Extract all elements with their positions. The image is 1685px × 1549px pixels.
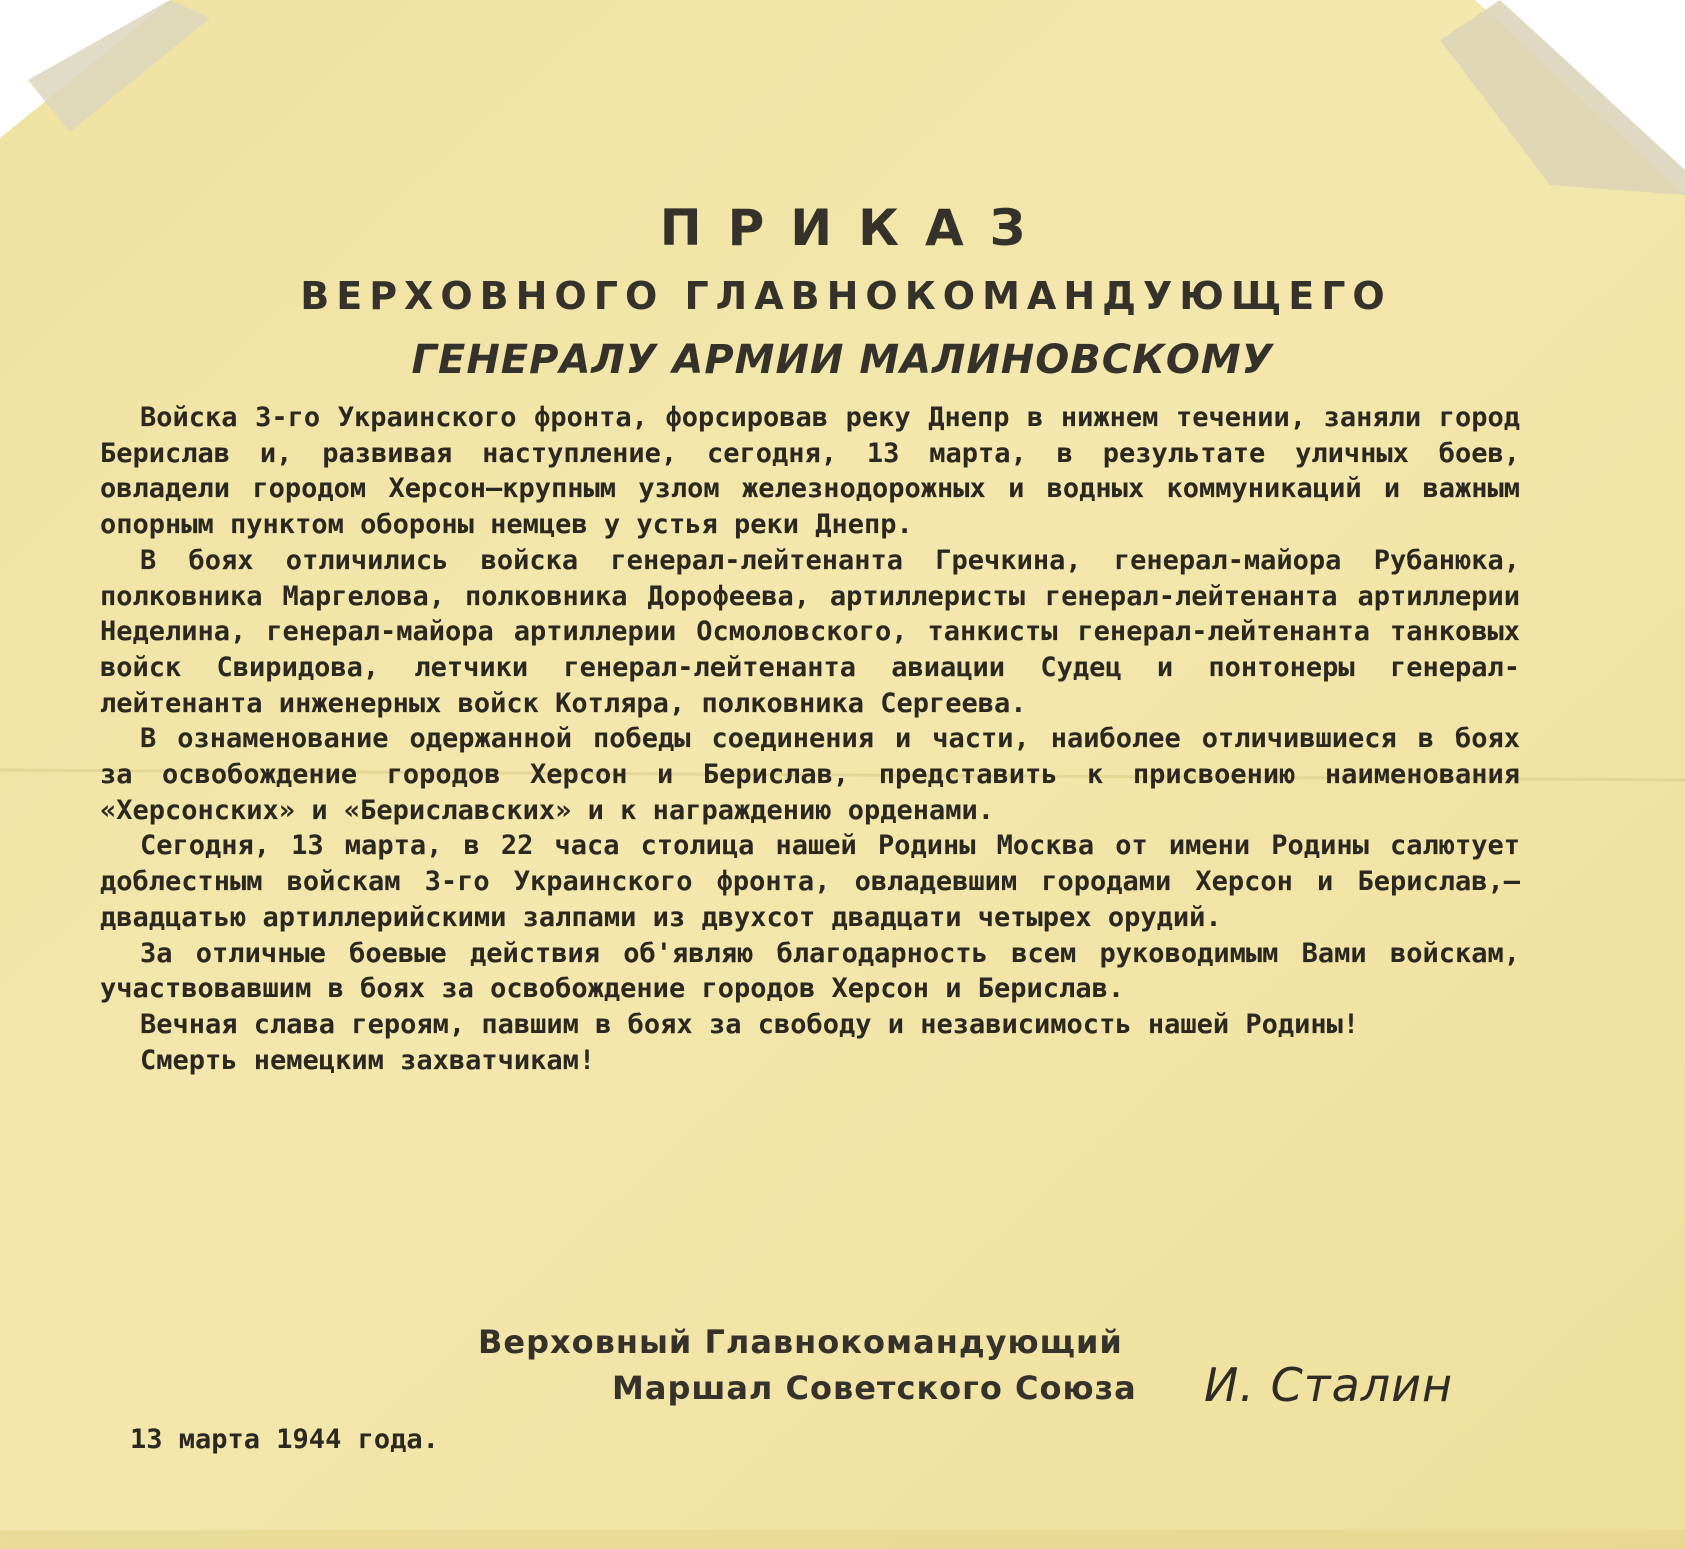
paragraph: В боях отличились войска генерал-лейтенанта Гречкина, генерал-майора Рубанюка, полковника Маргелова, полковника Дорофеева, артиллеристы генерал-лейтенанта артиллерии Неделина, генерал-майора артиллерии Осмоловского, танкисты генерал-лейтенанта танковых войск Свиридова, летчики генерал-лейтенанта авиации Судец и понтонеры генерал-лейтенанта инженерных войск Котляра, полковника Сергеева.	[100, 544, 1520, 719]
document-title: ПРИКАЗ	[659, 199, 1052, 257]
signature-rank: Маршал Советского Союза	[612, 1369, 1137, 1407]
paragraph: Смерть немецким захватчикам!	[140, 1044, 596, 1076]
document-date: 13 марта 1944 года.	[130, 1424, 439, 1455]
document-subtitle: ВЕРХОВНОГО ГЛАВНОКОМАНДУЮЩЕГО	[300, 274, 1392, 318]
signature-name: И. Сталин	[1204, 1358, 1454, 1412]
signature-title: Верховный Главнокомандующий	[478, 1323, 1123, 1361]
paragraph: Войска 3-го Украинского фронта, форсировав реку Днепр в нижнем течении, заняли город Берислав и, развивая наступление, сегодня, 13 марта, в результате уличных боев, овладели городом Херсон—крупным узлом железнодорожных и водных коммуникаций и важным опорным пунктом обороны немцев у устья реки Днепр.	[100, 402, 1520, 541]
document-addressee: ГЕНЕРАЛУ АРМИИ МАЛИНОВСКОМУ	[411, 337, 1274, 383]
document-body	[100, 400, 1520, 1078]
paragraph: Сегодня, 13 марта, в 22 часа столица нашей Родины Москва от имени Родины салютует доблестным войскам 3-го Украинского фронта, овладевшим городами Херсон и Берислав,—двадцатью артиллерийскими залпами из двухсот двадцати четырех орудий.	[100, 830, 1520, 933]
paragraph: Вечная слава героям, павшим в боях за свободу и независимость нашей Родины!	[140, 1008, 1360, 1040]
paragraph: За отличные боевые действия об'являю благодарность всем руководимым Вами войскам, участвовавшим в боях за освобождение городов Херсон и Берислав.	[100, 937, 1520, 1005]
paragraph: В ознаменование одержанной победы соединения и части, наиболее отличившиеся в боях за освобождение городов Херсон и Берислав, представить к присвоению наименования «Херсонских» и «Бериславских» и к награждению орденами.	[100, 723, 1520, 826]
